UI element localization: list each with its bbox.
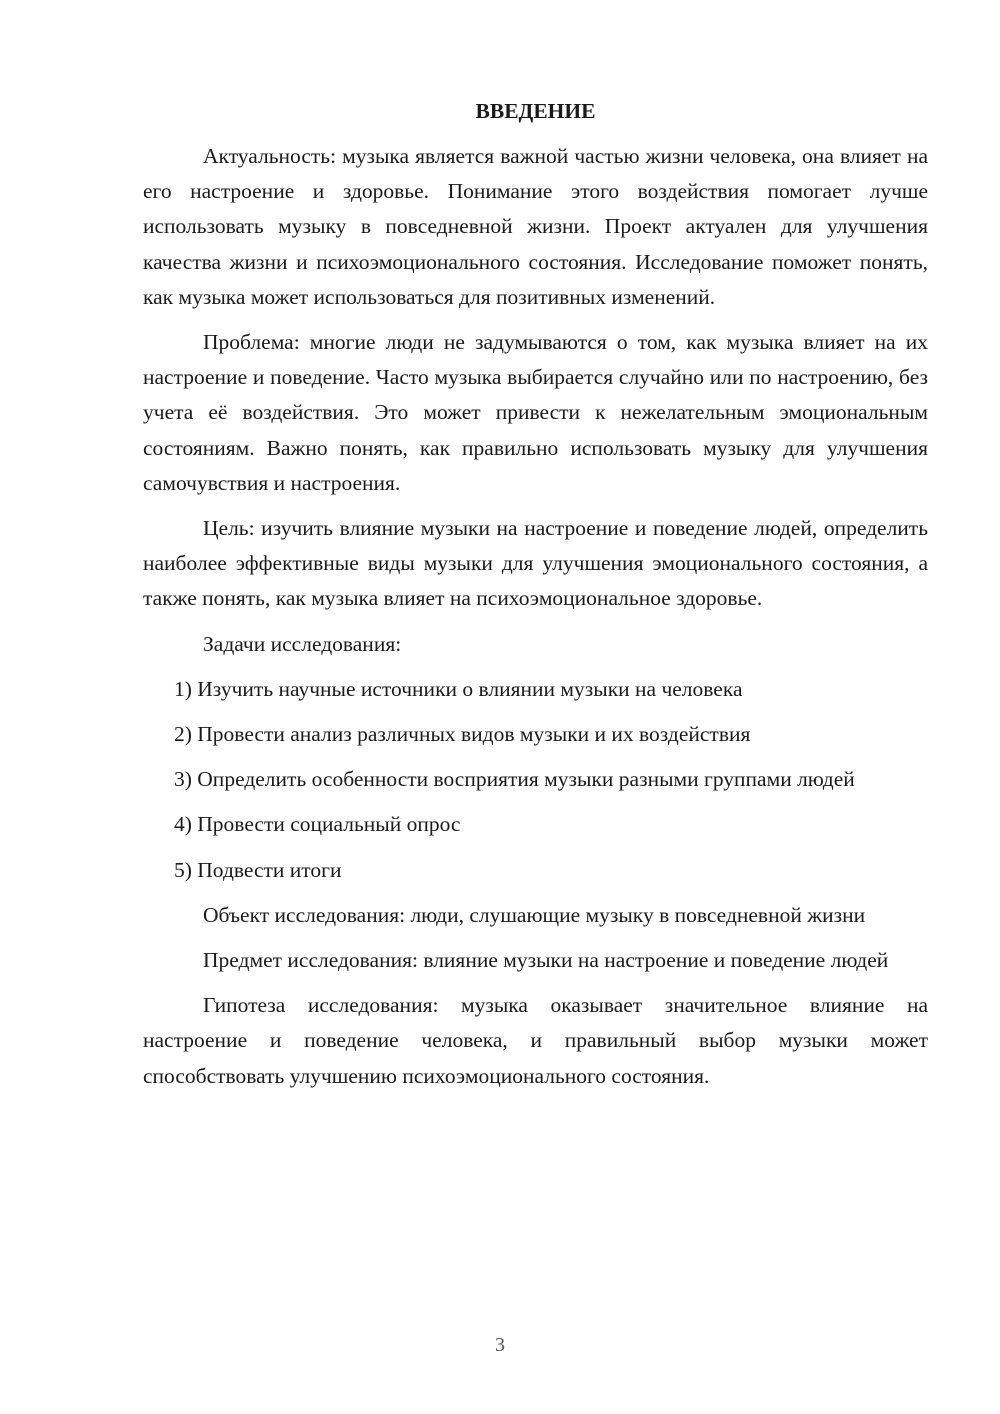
paragraph-problem: Проблема: многие люди не задумываются о том, как музыка влияет на их настроение и поведение. Часто музыка выбирается случайно или по настроению, без учета её воздействия. Это может привести к нежелательным эмоциональным состояниям. Важно понять, как правильно использовать музыку для улучшения самочувствия и настроения. xyxy=(143,330,928,495)
task-item-2: 2) Провести анализ различных видов музыки и их воздействия xyxy=(174,722,751,747)
task-item-1: 1) Изучить научные источники о влиянии музыки на человека xyxy=(174,676,743,701)
task-item-3: 3) Определить особенности восприятия музыки разными группами людей xyxy=(174,767,855,792)
task-item-4: 4) Провести социальный опрос xyxy=(174,812,461,837)
page-number: 3 xyxy=(495,1334,505,1356)
paragraph-hypothesis: Гипотеза исследования: музыка оказывает значительное влияние на настроение и поведение человека, и правильный выбор музыки может способствовать улучшению психоэмоционального состояния. xyxy=(143,993,928,1088)
paragraph-object: Объект исследования: люди, слушающие музыку в повседневной жизни xyxy=(203,902,866,927)
paragraph-subject: Предмет исследования: влияние музыки на настроение и поведение людей xyxy=(203,948,889,973)
paragraph-goal: Цель: изучить влияние музыки на настроение и поведение людей, определить наиболее эффективные виды музыки для улучшения эмоционального состояния, а также понять, как музыка влияет на психоэмоциональное здоровье. xyxy=(143,516,928,611)
paragraph-relevance: Актуальность: музыка является важной частью жизни человека, она влияет на его настроение и здоровье. Понимание этого воздействия помогает лучше использовать музыку в повседневной жизни. Проект актуален для улучшения качества жизни и психоэмоционального состояния. Исследование поможет понять, как музыка может использоваться для позитивных изменений. xyxy=(143,144,928,309)
task-item-5: 5) Подвести итоги xyxy=(174,857,342,882)
tasks-heading: Задачи исследования: xyxy=(203,631,402,656)
document-page xyxy=(143,94,928,1104)
section-title: ВВЕДЕНИЕ xyxy=(475,99,596,123)
